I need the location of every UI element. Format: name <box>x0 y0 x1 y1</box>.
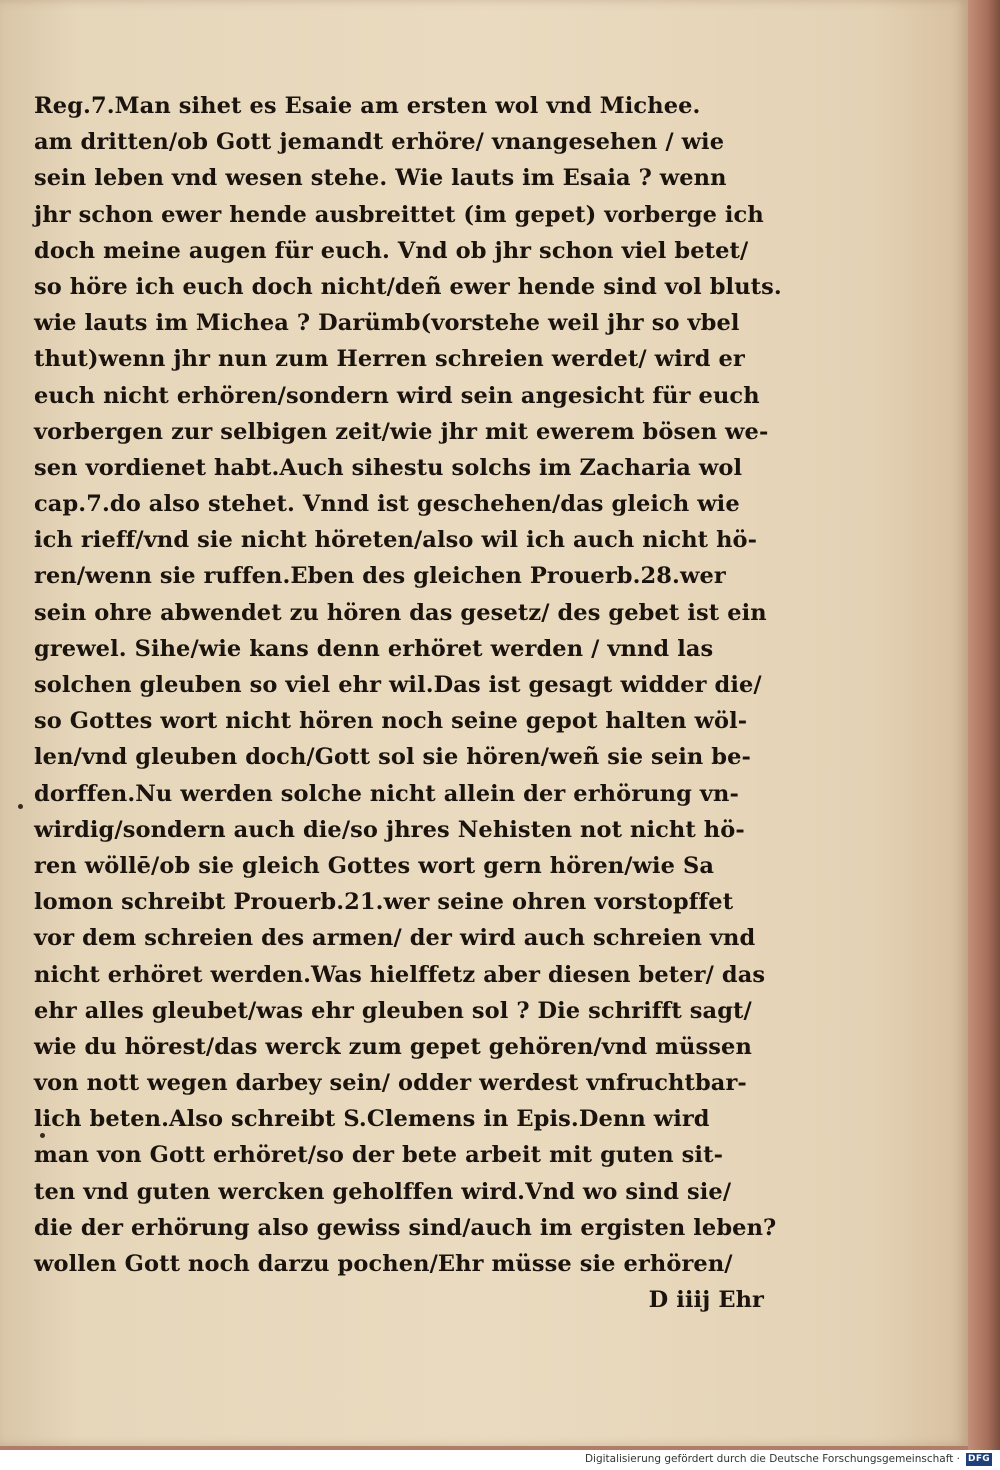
text-line: vor dem schreien des armen/ der wird auch schreien vnd <box>34 925 756 952</box>
text-line: ich rieff/vnd sie nicht höreten/also wil ich auch nicht hö- <box>34 527 758 554</box>
text-line: wie du hörest/das werck zum gepet gehören/vnd müssen <box>34 1033 752 1060</box>
text-line: lomon schreibt Prouerb.21.wer seine ohren vorstopffet <box>34 889 734 916</box>
text-line: von nott wegen darbey sein/ odder werdest vnfruchtbar- <box>34 1070 747 1097</box>
text-line: Reg.7.Man sihet es Esaie am ersten wol vnd Michee. <box>34 93 701 119</box>
text-line: wirdig/sondern auch die/so jhres Nehisten not nicht hö- <box>34 816 745 843</box>
text-line: nicht erhöret werden.Was hielffetz aber diesen beter/ das <box>34 961 766 988</box>
text-line: solchen gleuben so viel ehr wil.Das ist gesagt widder die/ <box>34 672 762 698</box>
text-line: cap.7.do also stehet. Vnnd ist geschehen/das gleich wie <box>34 491 740 518</box>
page-text-block <box>34 88 782 1318</box>
text-line: sen vordienet habt.Auch sihestu solchs im Zacharia wol <box>34 454 743 481</box>
page-edge <box>968 0 1000 1450</box>
text-line: man von Gott erhöret/so der bete arbeit mit guten sit- <box>34 1142 724 1169</box>
text-line: wie lauts im Michea ? Darümb(vorstehe weil jhr so vbel <box>34 310 740 337</box>
text-line: wollen Gott noch darzu pochen/Ehr müsse sie erhören/ <box>34 1251 733 1277</box>
dfg-logo: DFG <box>966 1453 992 1466</box>
text-line: len/vnd gleuben doch/Gott sol sie hören/weñ sie sein be- <box>34 744 751 771</box>
text-line: so Gottes wort nicht hören noch seine gepot halten wöl- <box>34 708 748 735</box>
signature-line: D iiij Ehr <box>648 1287 764 1314</box>
text-line: doch meine augen für euch. Vnd ob jhr schon viel betet/ <box>34 237 749 264</box>
margin-mark <box>40 1133 45 1138</box>
text-line: jhr schon ewer hende ausbreittet (im gepet) vorberge ich <box>34 201 764 228</box>
text-line: sein ohre abwendet zu hören das gesetz/ des gebet ist ein <box>34 599 767 626</box>
text-line: ren/wenn sie ruffen.Eben des gleichen Prouerb.28.wer <box>34 563 726 590</box>
footer-credit: Digitalisierung gefördert durch die Deutsche Forschungsgemeinschaft · <box>584 1453 960 1465</box>
text-line: so höre ich euch doch nicht/deñ ewer hende sind vol bluts. <box>34 273 782 300</box>
text-line: die der erhörung also gewiss sind/auch im ergisten leben? <box>34 1214 777 1241</box>
text-line: ten vnd guten wercken geholffen wird.Vnd wo sind sie/ <box>34 1178 732 1205</box>
footer-bar <box>0 1450 1000 1470</box>
text-line: thut)wenn jhr nun zum Herren schreien werdet/ wird er <box>34 346 745 373</box>
text-line: am dritten/ob Gott jemandt erhöre/ vnangesehen / wie <box>34 129 725 156</box>
text-line: dorffen.Nu werden solche nicht allein der erhörung vn- <box>34 780 739 807</box>
text-line: ren wöllē/ob sie gleich Gottes wort gern hören/wie Sa <box>34 852 715 879</box>
text-line: euch nicht erhören/sondern wird sein angesicht für euch <box>34 382 760 409</box>
text-line: vorbergen zur selbigen zeit/wie jhr mit ewerem bösen we- <box>34 418 769 445</box>
text-line: sein leben vnd wesen stehe. Wie lauts im Esaia ? wenn <box>34 165 727 192</box>
text-line: grewel. Sihe/wie kans denn erhöret werden / vnnd las <box>34 635 714 662</box>
text-line: ehr alles gleubet/was ehr gleuben sol ? Die schrifft sagt/ <box>34 997 752 1024</box>
margin-mark <box>18 804 23 809</box>
text-line: lich beten.Also schreibt S.Clemens in Epis.Denn wird <box>34 1106 710 1133</box>
